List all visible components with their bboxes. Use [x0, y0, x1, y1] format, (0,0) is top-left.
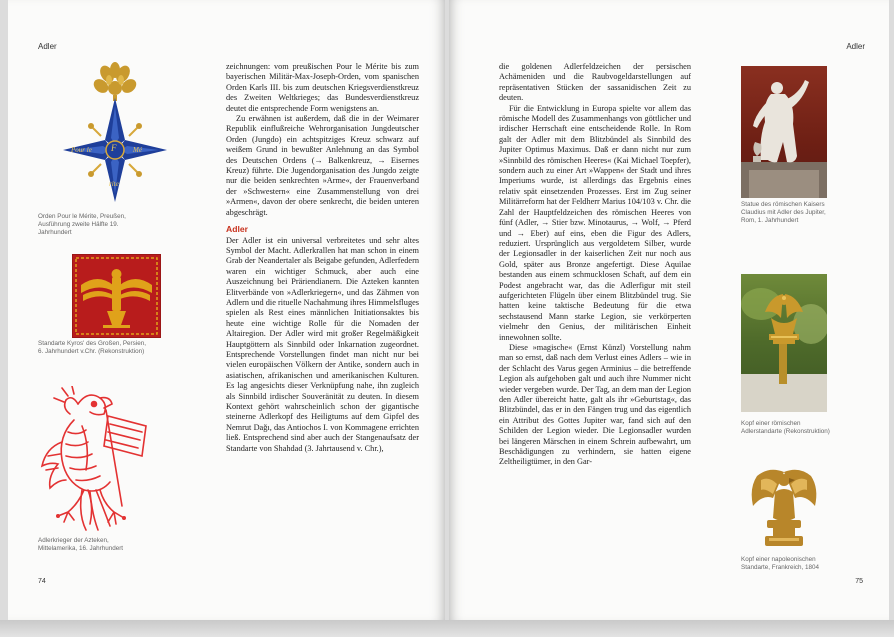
roman-eagle-standard-photo [741, 274, 827, 412]
caption-standard-head: Kopf einer römischen Adlerstandarte (Rekonstruktion) [741, 420, 830, 436]
napoleonic-eagle-photo [739, 458, 829, 550]
cyrus-standard-image [72, 254, 161, 338]
claudius-statue-photo [741, 66, 827, 198]
section-heading-adler: Adler [226, 224, 248, 235]
running-header-right: Adler [846, 42, 865, 51]
right-paragraph-1: die goldenen Adlerfeldzeichen der persischen Achämeniden und die Raubvogeldarstellungen auf repräsentativen Stücken der sassanidischen Zeit zu deuten. [499, 62, 691, 103]
caption-statue: Statue des römischen Kaisers Claudius mit Adler des Jupiter, Rom, 1. Jahrhundert [741, 201, 826, 225]
order-motto-3: rite [109, 180, 119, 188]
caption-napoleon: Kopf einer napoleonischen Standarte, Frankreich, 1804 [741, 556, 820, 572]
order-center-letter: F [111, 143, 117, 153]
page-number-right: 75 [855, 578, 863, 585]
caption-standard: Standarte Kyros' des Großen, Persien, 6. Jahrhundert v.Chr. (Rekonstruktion) [38, 340, 146, 356]
right-paragraph-2: Für die Entwicklung in Europa spielte vor allem das römische Modell des Zusammenhangs von göttlicher und irdischer Herrschaft eine entscheidende Rolle. In Rom galt der Adler mit dem Blitzbündel als Sinnbild des Jupiter Optimus Maximus. Daß er dann nicht nur zum »Sinnbild des römischen Heeres« (Kai Michael Toepfer), sondern auch zu einer Art »Wappen« der Stadt und ihres Imperiums wurde, ist allerdings das Ergebnis eines relativ spät einsetzenden Prozesses. Erst im Zug seiner Militärreform hat der Feldherr Marius 104/103 v. Chr. die Zahl der Hauptfeldzeichen des römischen Heeres von fünf (Adler, → Stier bzw. Minotaurus, → Wolf, → Pferd und → Eber) auf eins, eben die Figur des Adlers, reduziert. Ursprünglich aus vergoldetem Silber, wurde der Legionsadler in der kaiserlichen Zeit nur noch aus Gold, später aus Bronze angefertigt. Diese Aquilae bestanden aus einem schmucklosen Schaft, auf dem ein Podest angebracht war, das die Adlerfigur mit steil aufgerichteten Flügeln über einem Blitzbündel trug. Sie hatten keine taktische Bedeutung für die etwa sechstausend Mann starke Legion, sie verkörperten vielmehr den Genius, der militärischen Einheit innewohnen sollte. [499, 103, 691, 342]
pour-le-merite-order-image [63, 62, 168, 214]
running-header-left: Adler [38, 42, 57, 51]
right-text-column [499, 62, 691, 468]
caption-aztec: Adlerkrieger der Azteken, Mittelamerika, 16. Jahrhundert [38, 537, 124, 553]
order-motto-1: Pour le [71, 146, 92, 154]
left-page [8, 0, 445, 620]
caption-order: Orden Pour le Mérite, Preußen, Ausführung zweite Hälfte 19. Jahrhundert [38, 213, 126, 237]
aztec-eagle-warrior-image [38, 386, 163, 534]
right-page [449, 0, 889, 620]
left-text-column [226, 62, 419, 454]
left-paragraph-2: Zu erwähnen ist außerdem, daß die in der Weimarer Republik einflußreiche Wehrorganisation Jungdeutscher Orden (Jungdo) ein achtspitziges Kreuz schwarz auf weißem Grund in bewußter Anlehnung an das Symbol des Deutschen Ordens (→ Balkenkreuz, → Eisernes Kreuz) führte. Die Jugendorganisation des Jungdo zeigte nur die beiden senkrechten »Arme«, der Frauenverband der »Schwestern« eine Zusammenstellung von drei »Armen«, davon der obere senkrecht, die beiden unteren abgeschrägt. [226, 114, 419, 217]
order-motto-2: Mé [133, 146, 142, 154]
book-bottom-edge [0, 620, 894, 637]
left-paragraph-3: Der Adler ist ein universal verbreitetes und sehr altes Symbol der Macht. Adlerkrallen hat man schon in einem Grab der Neandertaler als Beigabe gefunden, Adlerfedern waren ein wichtiger Schmuck, aber auch eine Auszeichnung bei Präriendianern. Die Azteken kannten Elitverbände von »Adlerkriegern«, und das Zähmen von Adlern und die rituelle Nachahmung ihres Himmelsfluges spielen als Rest eines männlichen Initiationsaktes bis heute eine wichtige Rolle für die Nomaden der Altairegion. Der Adler wird mit großer Regelmäßigkeit Hauptgöttern als Sinnbild oder Inkarnation zugeordnet. Entsprechende Vorstellungen findet man nicht nur bei vielen europäischen Völkern der Antike, sondern auch in asiatischen, afrikanischen und amerikanischen Kulturen. Es lag angesichts dieser Verknüpfung nahe, ihn zugleich als Sinnbild irdischer Souveränität zu deuten. In diesem Kontext gehört wahrscheinlich schon der gigantische steinerne Adlerkopf des Heiligtums auf dem Gipfel des Nemrut Dağı, das Antiochos I. von Kommagene errichten ließ. Entsprechend sind aber auch der Stangenaufsatz der Standarte von Shahdad (3. Jahrtausend v. Chr.), [226, 235, 419, 453]
page-number-left: 74 [38, 578, 46, 585]
left-paragraph-1: zeichnungen: vom preußischen Pour le Mérite bis zum bayerischen Militär-Max-Joseph-Orden, vom spanischen Orden Karls III. bis zum deutschen Kriegsverdienstkreuz des Zweiten Weltkrieges; das Bundesverdienstkreuz deutet die entsprechende Form wenigstens an. [226, 62, 419, 113]
right-paragraph-3: Diese »magische« (Ernst Künzl) Vorstellung nahm man so ernst, daß nach dem Verlust eines Adlers – wie in der Schlacht des Varus gegen Arminius – die betreffende Legion als aufgehoben galt und auch ihre Nummer nicht wieder vergeben wurde. Der Tag, an dem man der Legion den Adler übereicht hatte, galt als ihr »Geburtstag«, das Blitzbündel, das er in den Fängen trug und das eigentlich ein Attribut des Gottes Jupiter war, fand sich auf den Schilden der Legion wieder. Die Legionsadler wurden bei längeren Märschen in einem Schrein aufbewahrt, um Beschädigungen zu verhindern, sie hatten eigene Zeltheiligtümer, in den Gar- [499, 342, 691, 467]
